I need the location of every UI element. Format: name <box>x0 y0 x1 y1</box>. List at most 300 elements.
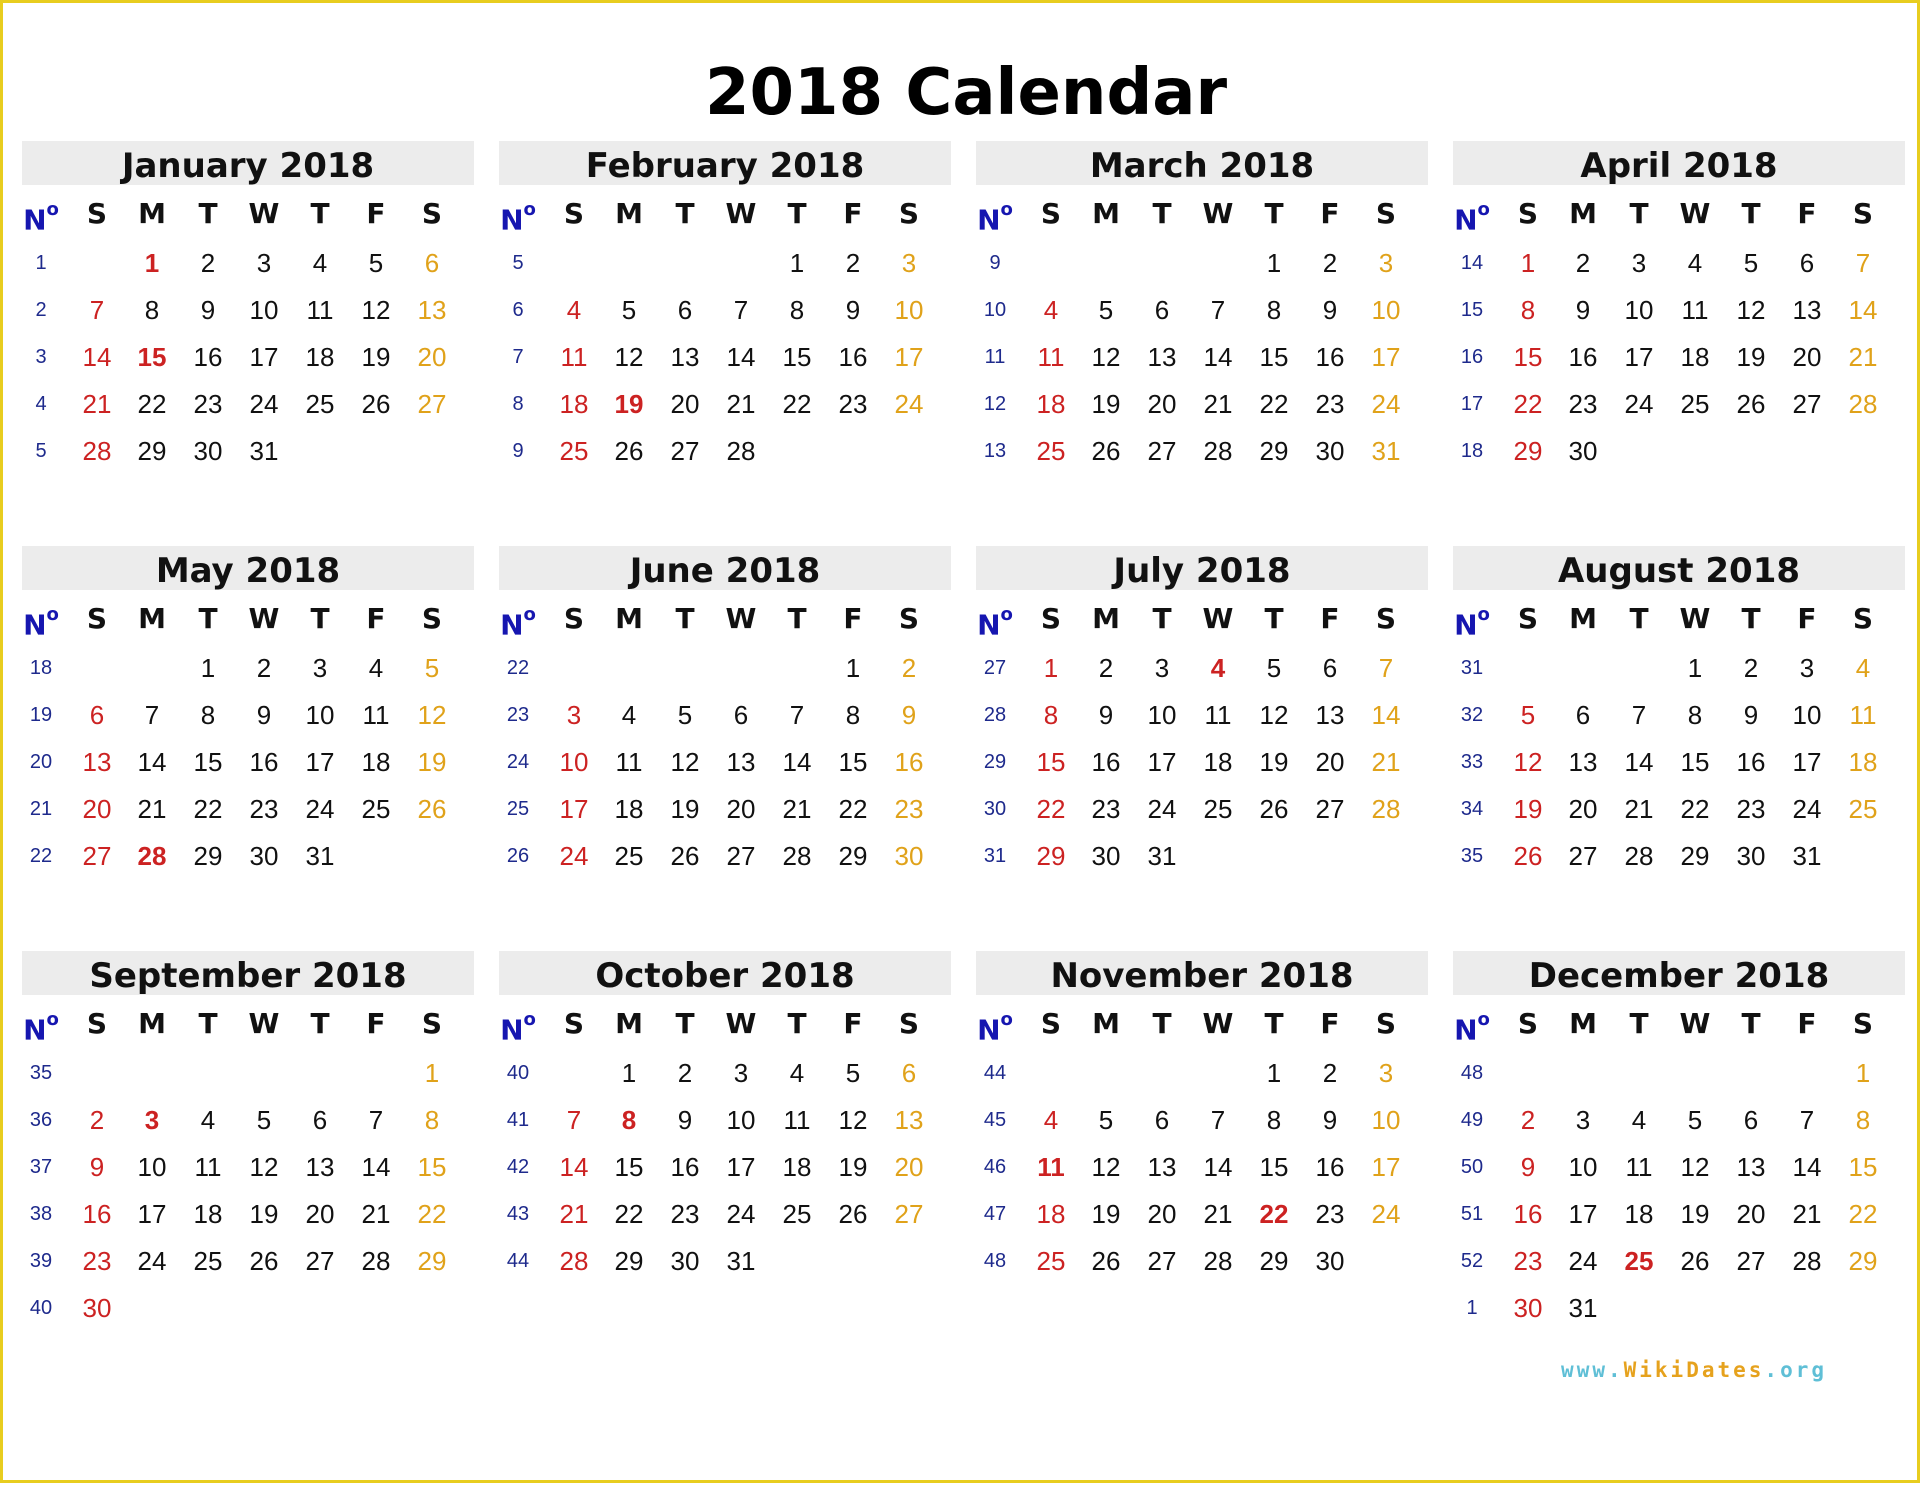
day-cell: 15 <box>838 747 868 777</box>
day-cell: 16 <box>1091 747 1121 777</box>
day-cell: 18 <box>193 1199 223 1229</box>
day-cell: 19 <box>614 389 644 419</box>
month-title: March 2018 <box>976 141 1428 185</box>
day-cell: 3 <box>1378 1058 1394 1088</box>
day-cell: 23 <box>1315 389 1345 419</box>
week-number: 24 <box>506 751 530 773</box>
weekday-header: S <box>1040 602 1062 635</box>
day-cell: 24 <box>1371 1199 1401 1229</box>
weekday-header: F <box>366 602 386 635</box>
day-cell: 17 <box>1568 1199 1598 1229</box>
day-cell: 3 <box>1575 1105 1591 1135</box>
week-number: 15 <box>1460 299 1484 321</box>
day-cell: 8 <box>845 700 861 730</box>
day-cell: 14 <box>726 342 756 372</box>
day-cell: 1 <box>1043 653 1059 683</box>
week-number-header-superscript: o <box>523 1009 536 1030</box>
day-cell: 13 <box>82 747 112 777</box>
day-cell: 11 <box>560 342 588 372</box>
weekday-header: T <box>1264 197 1284 230</box>
week-number: 23 <box>506 704 530 726</box>
weekday-header: S <box>86 602 108 635</box>
weekday-header: T <box>198 602 218 635</box>
day-cell: 3 <box>256 248 272 278</box>
page-title: 2018 Calendar <box>704 56 1228 130</box>
day-cell: 16 <box>1315 1152 1345 1182</box>
day-cell: 25 <box>1848 794 1878 824</box>
day-cell: 17 <box>894 342 924 372</box>
day-cell: 6 <box>89 700 105 730</box>
week-number-header-text: N <box>1454 608 1478 642</box>
day-cell: 11 <box>306 295 334 325</box>
day-cell: 12 <box>1259 700 1289 730</box>
weekday-header: T <box>1152 197 1172 230</box>
weekday-header: W <box>1679 1007 1711 1040</box>
day-cell: 20 <box>1147 1199 1177 1229</box>
day-cell: 26 <box>838 1199 868 1229</box>
day-cell: 2 <box>901 653 917 683</box>
week-number: 35 <box>29 1062 53 1084</box>
weekday-header: M <box>1569 197 1597 230</box>
week-number-header-superscript: o <box>1477 199 1490 220</box>
week-number-header-text: N <box>977 203 1001 237</box>
weekday-header: S <box>1375 602 1397 635</box>
week-number: 47 <box>983 1203 1007 1225</box>
weekday-header: S <box>1040 197 1062 230</box>
day-cell: 24 <box>137 1246 167 1276</box>
weekday-header: T <box>1741 1007 1761 1040</box>
week-number: 35 <box>1460 845 1484 867</box>
day-cell: 22 <box>1259 1199 1289 1229</box>
weekday-header: F <box>1797 1007 1817 1040</box>
day-cell: 21 <box>1203 389 1233 419</box>
day-cell: 22 <box>838 794 868 824</box>
day-cell: 28 <box>1848 389 1878 419</box>
day-cell: 9 <box>901 700 917 730</box>
day-cell: 6 <box>312 1105 328 1135</box>
month-title: August 2018 <box>1453 546 1905 590</box>
day-cell: 21 <box>137 794 167 824</box>
day-cell: 10 <box>1371 1105 1401 1135</box>
weekday-header: W <box>1679 197 1711 230</box>
week-number: 8 <box>512 393 524 415</box>
day-cell: 29 <box>1680 841 1710 871</box>
week-number: 33 <box>1460 751 1484 773</box>
week-number-header <box>1444 596 1500 642</box>
day-cell: 6 <box>1799 248 1815 278</box>
week-number: 1 <box>35 252 47 274</box>
week-number-header-superscript: o <box>1477 1009 1490 1030</box>
week-number: 22 <box>29 845 53 867</box>
day-cell: 30 <box>249 841 279 871</box>
day-cell: 2 <box>1322 248 1338 278</box>
day-cell: 5 <box>1743 248 1759 278</box>
day-cell: 11 <box>615 747 643 777</box>
day-cell: 19 <box>670 794 700 824</box>
weekday-header: F <box>1320 1007 1340 1040</box>
day-cell: 19 <box>1736 342 1766 372</box>
weekday-header: T <box>1264 1007 1284 1040</box>
month-title: December 2018 <box>1453 951 1905 995</box>
month-block <box>976 546 1428 926</box>
day-cell: 13 <box>1736 1152 1766 1182</box>
day-cell: 28 <box>1624 841 1654 871</box>
week-number: 3 <box>35 346 47 368</box>
day-cell: 5 <box>1098 1105 1114 1135</box>
weekday-header: S <box>1852 197 1874 230</box>
weekday-header: F <box>1797 197 1817 230</box>
day-cell: 25 <box>782 1199 812 1229</box>
week-number: 22 <box>506 657 530 679</box>
day-cell: 12 <box>614 342 644 372</box>
day-cell: 15 <box>782 342 812 372</box>
month-block <box>22 546 474 926</box>
day-cell: 28 <box>82 436 112 466</box>
day-cell: 31 <box>1568 1293 1598 1323</box>
day-cell: 21 <box>1371 747 1401 777</box>
month-block <box>1453 141 1905 521</box>
footer-prefix: www. <box>1561 1358 1624 1382</box>
day-cell: 30 <box>1513 1293 1543 1323</box>
day-cell: 29 <box>614 1246 644 1276</box>
day-cell: 6 <box>1743 1105 1759 1135</box>
weekday-header: S <box>563 602 585 635</box>
day-cell: 29 <box>1036 841 1066 871</box>
week-number: 34 <box>1460 798 1484 820</box>
week-number: 39 <box>29 1250 53 1272</box>
month-block <box>499 951 951 1331</box>
day-cell: 1 <box>621 1058 637 1088</box>
day-cell: 20 <box>670 389 700 419</box>
weekday-header: M <box>615 602 643 635</box>
day-cell: 25 <box>614 841 644 871</box>
day-cell: 21 <box>361 1199 391 1229</box>
weekday-header: W <box>248 602 280 635</box>
weekday-header: T <box>1629 197 1649 230</box>
day-cell: 27 <box>726 841 756 871</box>
day-cell: 29 <box>1848 1246 1878 1276</box>
weekday-header: S <box>1375 1007 1397 1040</box>
day-cell: 13 <box>417 295 447 325</box>
day-cell: 13 <box>670 342 700 372</box>
week-number: 6 <box>512 299 524 321</box>
day-cell: 23 <box>82 1246 112 1276</box>
day-cell: 19 <box>249 1199 279 1229</box>
day-cell: 31 <box>1147 841 1177 871</box>
weekday-header: F <box>1797 602 1817 635</box>
day-cell: 11 <box>783 1105 811 1135</box>
weekday-header: W <box>1202 197 1234 230</box>
day-cell: 15 <box>1680 747 1710 777</box>
weekday-header: W <box>248 1007 280 1040</box>
weekday-header: M <box>1092 602 1120 635</box>
month-title: February 2018 <box>499 141 951 185</box>
week-number: 19 <box>29 704 53 726</box>
day-cell: 28 <box>1203 436 1233 466</box>
day-cell: 18 <box>305 342 335 372</box>
week-number: 9 <box>989 252 1001 274</box>
day-cell: 1 <box>1520 248 1536 278</box>
month-block <box>499 141 951 521</box>
day-cell: 11 <box>1681 295 1709 325</box>
day-cell: 24 <box>1624 389 1654 419</box>
weekday-header: F <box>366 1007 386 1040</box>
day-cell: 27 <box>1736 1246 1766 1276</box>
weekday-header: T <box>310 1007 330 1040</box>
day-cell: 26 <box>1680 1246 1710 1276</box>
day-cell: 28 <box>726 436 756 466</box>
day-cell: 18 <box>1036 1199 1066 1229</box>
day-cell: 10 <box>1792 700 1822 730</box>
day-cell: 22 <box>193 794 223 824</box>
week-number: 46 <box>983 1156 1007 1178</box>
day-cell: 9 <box>1575 295 1591 325</box>
day-cell: 30 <box>1315 1246 1345 1276</box>
weekday-header: S <box>1852 602 1874 635</box>
day-cell: 9 <box>200 295 216 325</box>
day-cell: 21 <box>1203 1199 1233 1229</box>
day-cell: 19 <box>1091 1199 1121 1229</box>
month-title: May 2018 <box>22 546 474 590</box>
weekday-header: F <box>843 602 863 635</box>
day-cell: 6 <box>424 248 440 278</box>
weekday-header: S <box>421 1007 443 1040</box>
day-cell: 2 <box>256 653 272 683</box>
weekday-header: W <box>1202 1007 1234 1040</box>
weekday-header: T <box>787 197 807 230</box>
month-title: July 2018 <box>976 546 1428 590</box>
day-cell: 16 <box>838 342 868 372</box>
day-cell: 5 <box>424 653 440 683</box>
day-cell: 17 <box>559 794 589 824</box>
day-cell: 27 <box>417 389 447 419</box>
week-number-header <box>490 1001 546 1047</box>
day-cell: 7 <box>1210 1105 1226 1135</box>
day-cell: 18 <box>1203 747 1233 777</box>
day-cell: 30 <box>670 1246 700 1276</box>
weekday-header: S <box>1852 1007 1874 1040</box>
day-cell: 29 <box>417 1246 447 1276</box>
day-cell: 7 <box>368 1105 384 1135</box>
day-cell: 12 <box>249 1152 279 1182</box>
day-cell: 25 <box>559 436 589 466</box>
week-number: 40 <box>506 1062 530 1084</box>
weekday-header: F <box>843 197 863 230</box>
day-cell: 8 <box>1687 700 1703 730</box>
week-number: 48 <box>983 1250 1007 1272</box>
day-cell: 25 <box>1624 1246 1654 1276</box>
day-cell: 8 <box>1520 295 1536 325</box>
week-number-header-superscript: o <box>46 199 59 220</box>
day-cell: 19 <box>417 747 447 777</box>
day-cell: 23 <box>193 389 223 419</box>
week-number: 4 <box>35 393 47 415</box>
day-cell: 26 <box>1091 1246 1121 1276</box>
day-cell: 6 <box>1154 1105 1170 1135</box>
month-block <box>22 141 474 521</box>
day-cell: 2 <box>1098 653 1114 683</box>
week-number: 38 <box>29 1203 53 1225</box>
week-number-header <box>13 191 69 237</box>
day-cell: 4 <box>1210 653 1226 683</box>
day-cell: 17 <box>1371 1152 1401 1182</box>
day-cell: 22 <box>137 389 167 419</box>
day-cell: 4 <box>312 248 328 278</box>
day-cell: 30 <box>1315 436 1345 466</box>
day-cell: 24 <box>305 794 335 824</box>
day-cell: 17 <box>249 342 279 372</box>
month-title: January 2018 <box>22 141 474 185</box>
day-cell: 24 <box>726 1199 756 1229</box>
day-cell: 25 <box>305 389 335 419</box>
day-cell: 1 <box>845 653 861 683</box>
week-number-header <box>490 191 546 237</box>
day-cell: 2 <box>1520 1105 1536 1135</box>
day-cell: 28 <box>1371 794 1401 824</box>
day-cell: 27 <box>1315 794 1345 824</box>
day-cell: 3 <box>901 248 917 278</box>
day-cell: 29 <box>1259 1246 1289 1276</box>
day-cell: 16 <box>1568 342 1598 372</box>
day-cell: 27 <box>1147 1246 1177 1276</box>
day-cell: 13 <box>1315 700 1345 730</box>
day-cell: 20 <box>1792 342 1822 372</box>
day-cell: 17 <box>137 1199 167 1229</box>
week-number: 26 <box>506 845 530 867</box>
day-cell: 3 <box>566 700 582 730</box>
footer-brand: WikiDates <box>1623 1358 1765 1382</box>
day-cell: 15 <box>1259 1152 1289 1182</box>
day-cell: 31 <box>305 841 335 871</box>
day-cell: 25 <box>1680 389 1710 419</box>
day-cell: 7 <box>1799 1105 1815 1135</box>
day-cell: 28 <box>782 841 812 871</box>
day-cell: 16 <box>249 747 279 777</box>
day-cell: 26 <box>361 389 391 419</box>
weekday-header: T <box>198 197 218 230</box>
day-cell: 24 <box>1568 1246 1598 1276</box>
day-cell: 2 <box>1322 1058 1338 1088</box>
day-cell: 8 <box>1855 1105 1871 1135</box>
day-cell: 30 <box>1568 436 1598 466</box>
day-cell: 15 <box>614 1152 644 1182</box>
day-cell: 27 <box>1568 841 1598 871</box>
day-cell: 8 <box>789 295 805 325</box>
week-number-header-text: N <box>1454 1013 1478 1047</box>
week-number: 44 <box>506 1250 530 1272</box>
day-cell: 15 <box>1848 1152 1878 1182</box>
week-number: 43 <box>506 1203 530 1225</box>
weekday-header: T <box>675 197 695 230</box>
day-cell: 30 <box>1091 841 1121 871</box>
week-number-header-superscript: o <box>523 604 536 625</box>
day-cell: 10 <box>1568 1152 1598 1182</box>
day-cell: 15 <box>1259 342 1289 372</box>
day-cell: 29 <box>1513 436 1543 466</box>
week-number-header <box>967 1001 1023 1047</box>
day-cell: 3 <box>312 653 328 683</box>
day-cell: 5 <box>621 295 637 325</box>
day-cell: 22 <box>614 1199 644 1229</box>
weekday-header: T <box>675 602 695 635</box>
day-cell: 6 <box>901 1058 917 1088</box>
day-cell: 17 <box>305 747 335 777</box>
day-cell: 12 <box>1091 1152 1121 1182</box>
day-cell: 24 <box>894 389 924 419</box>
day-cell: 25 <box>1203 794 1233 824</box>
day-cell: 6 <box>1154 295 1170 325</box>
day-cell: 8 <box>200 700 216 730</box>
week-number: 18 <box>29 657 53 679</box>
week-number: 49 <box>1460 1109 1484 1131</box>
week-number: 51 <box>1460 1203 1484 1225</box>
day-cell: 23 <box>1091 794 1121 824</box>
day-cell: 1 <box>1266 1058 1282 1088</box>
day-cell: 16 <box>82 1199 112 1229</box>
weekday-header: M <box>1569 1007 1597 1040</box>
day-cell: 1 <box>1855 1058 1871 1088</box>
day-cell: 5 <box>845 1058 861 1088</box>
week-number: 40 <box>29 1297 53 1319</box>
day-cell: 14 <box>782 747 812 777</box>
week-number: 31 <box>983 845 1007 867</box>
footer-watermark <box>1561 1358 1827 1382</box>
day-cell: 26 <box>1513 841 1543 871</box>
day-cell: 30 <box>82 1293 112 1323</box>
weekday-header: S <box>898 1007 920 1040</box>
day-cell: 7 <box>1378 653 1394 683</box>
weekday-header: S <box>86 197 108 230</box>
day-cell: 13 <box>305 1152 335 1182</box>
day-cell: 13 <box>1792 295 1822 325</box>
day-cell: 16 <box>670 1152 700 1182</box>
day-cell: 28 <box>1203 1246 1233 1276</box>
day-cell: 15 <box>1513 342 1543 372</box>
day-cell: 31 <box>1371 436 1401 466</box>
week-number-header-superscript: o <box>1000 1009 1013 1030</box>
week-number: 5 <box>512 252 524 274</box>
week-number: 10 <box>983 299 1007 321</box>
day-cell: 23 <box>670 1199 700 1229</box>
weekday-header: F <box>1320 602 1340 635</box>
week-number: 28 <box>983 704 1007 726</box>
day-cell: 6 <box>677 295 693 325</box>
week-number: 18 <box>1460 440 1484 462</box>
month-block <box>22 951 474 1331</box>
week-number-header <box>13 1001 69 1047</box>
day-cell: 14 <box>1203 342 1233 372</box>
day-cell: 12 <box>838 1105 868 1135</box>
day-cell: 10 <box>559 747 589 777</box>
day-cell: 14 <box>1203 1152 1233 1182</box>
month-block <box>499 546 951 926</box>
day-cell: 12 <box>670 747 700 777</box>
weekday-header: S <box>898 197 920 230</box>
week-number: 1 <box>1466 1297 1478 1319</box>
day-cell: 23 <box>1736 794 1766 824</box>
day-cell: 12 <box>361 295 391 325</box>
day-cell: 27 <box>894 1199 924 1229</box>
day-cell: 2 <box>677 1058 693 1088</box>
day-cell: 10 <box>726 1105 756 1135</box>
day-cell: 24 <box>1147 794 1177 824</box>
day-cell: 5 <box>1520 700 1536 730</box>
day-cell: 14 <box>82 342 112 372</box>
day-cell: 7 <box>789 700 805 730</box>
day-cell: 20 <box>726 794 756 824</box>
day-cell: 16 <box>894 747 924 777</box>
day-cell: 3 <box>144 1105 160 1135</box>
